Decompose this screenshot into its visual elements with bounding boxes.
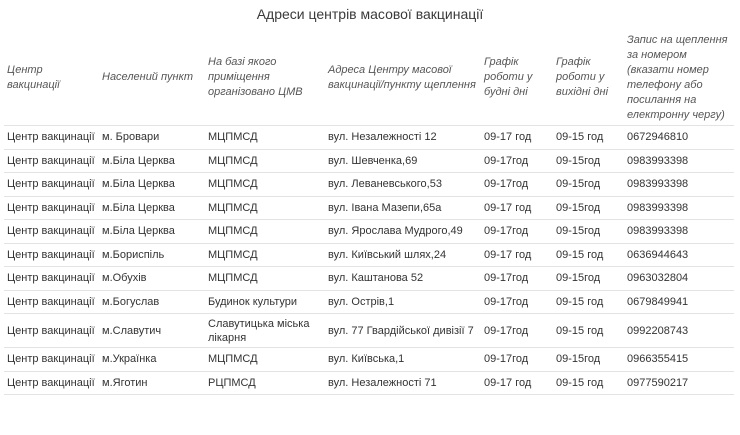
cell-weekend-hours: 09-15 год — [553, 243, 624, 267]
cell-address: вул. Київський шлях,24 — [325, 243, 481, 267]
cell-address: вул. Незалежності 12 — [325, 126, 481, 150]
cell-address: вул. Ярослава Мудрого,49 — [325, 220, 481, 244]
cell-center: Центр вакцинації — [4, 314, 99, 348]
cell-center: Центр вакцинації — [4, 348, 99, 372]
page-title: Адреси центрів масової вакцинації — [256, 6, 484, 22]
cell-center: Центр вакцинації — [4, 173, 99, 197]
cell-center: Центр вакцинації — [4, 126, 99, 150]
table-row — [4, 267, 734, 291]
table-row — [4, 149, 734, 173]
cell-weekday-hours: 09-17 год — [481, 196, 553, 220]
cell-premises: МЦПМСД — [205, 267, 325, 291]
cell-center: Центр вакцинації — [4, 371, 99, 395]
table-row — [4, 371, 734, 395]
cell-weekend-hours: 09-15год — [553, 348, 624, 372]
column-header-center: Центр вакцинації — [7, 63, 60, 91]
cell-locality: м.Українка — [99, 348, 205, 372]
cell-phone: 0983993398 — [624, 220, 734, 244]
cell-weekend-hours: 09-15год — [553, 220, 624, 244]
cell-weekend-hours: 09-15 год — [553, 126, 624, 150]
cell-phone: 0992208743 — [624, 314, 734, 348]
cell-weekday-hours: 09-17год — [481, 314, 553, 348]
table-row — [4, 173, 734, 197]
cell-weekend-hours: 09-15год — [553, 173, 624, 197]
cell-locality: м.Славутич — [99, 314, 205, 348]
cell-phone: 0983993398 — [624, 173, 734, 197]
cell-weekend-hours: 09-15год — [553, 196, 624, 220]
table-row — [4, 196, 734, 220]
vaccination-centers-table — [4, 30, 734, 395]
cell-phone: 0636944643 — [624, 243, 734, 267]
cell-locality: м.Бориспіль — [99, 243, 205, 267]
cell-locality: м.Біла Церква — [99, 220, 205, 244]
table-body — [4, 126, 734, 395]
cell-premises: МЦПМСД — [205, 173, 325, 197]
cell-locality: м.Біла Церква — [99, 149, 205, 173]
table-header-row — [4, 30, 734, 126]
cell-weekend-hours: 09-15 год — [553, 371, 624, 395]
table-row — [4, 220, 734, 244]
cell-locality: м. Бровари — [99, 126, 205, 150]
table-row — [4, 348, 734, 372]
cell-phone: 0679849941 — [624, 290, 734, 314]
cell-address: вул. Леваневського,53 — [325, 173, 481, 197]
cell-premises: МЦПМСД — [205, 348, 325, 372]
cell-weekend-hours: 09-15 год — [553, 314, 624, 348]
cell-center: Центр вакцинації — [4, 149, 99, 173]
column-header-premises: На базі якого приміщення організовано ЦМВ — [208, 56, 303, 98]
cell-premises: МЦПМСД — [205, 196, 325, 220]
cell-phone: 0672946810 — [624, 126, 734, 150]
cell-center: Центр вакцинації — [4, 220, 99, 244]
cell-address: вул. Івана Мазепи,65а — [325, 196, 481, 220]
column-header-weekend-hours: Графік роботи у вихідні дні — [556, 56, 609, 98]
column-header-locality: Населений пункт — [102, 71, 194, 83]
table-row — [4, 126, 734, 150]
cell-weekday-hours: 09-17год — [481, 173, 553, 197]
cell-weekday-hours: 09-17год — [481, 220, 553, 244]
column-header-booking-phone: Запис на щеплення за номером (вказати номер телефону або посилання на електронну чергу) — [627, 33, 728, 121]
cell-premises: МЦПМСД — [205, 220, 325, 244]
cell-phone: 0983993398 — [624, 196, 734, 220]
cell-premises: МЦПМСД — [205, 149, 325, 173]
cell-weekday-hours: 09-17год — [481, 149, 553, 173]
column-header-address: Адреса Центру масової вакцинації/пункту щеплення — [328, 63, 476, 91]
cell-weekend-hours: 09-15год — [553, 149, 624, 173]
table-row — [4, 314, 734, 348]
cell-weekday-hours: 09-17 год — [481, 371, 553, 395]
cell-address: вул. Острів,1 — [325, 290, 481, 314]
cell-weekend-hours: 09-15год — [553, 267, 624, 291]
cell-weekday-hours: 09-17 год — [481, 243, 553, 267]
cell-weekday-hours: 09-17год — [481, 348, 553, 372]
cell-center: Центр вакцинації — [4, 267, 99, 291]
cell-center: Центр вакцинації — [4, 196, 99, 220]
cell-weekday-hours: 09-17год — [481, 267, 553, 291]
cell-center: Центр вакцинації — [4, 243, 99, 267]
cell-locality: м.Богуслав — [99, 290, 205, 314]
cell-phone: 0977590217 — [624, 371, 734, 395]
cell-phone: 0963032804 — [624, 267, 734, 291]
cell-premises: Будинок культури — [205, 290, 325, 314]
cell-address: вул. Шевченка,69 — [325, 149, 481, 173]
cell-locality: м.Біла Церква — [99, 196, 205, 220]
column-header-weekday-hours: Графік роботи у будні дні — [484, 56, 533, 98]
cell-locality: м.Яготин — [99, 371, 205, 395]
cell-locality: м.Обухів — [99, 267, 205, 291]
cell-address: вул. 77 Гвардійської дивізії 7 — [325, 314, 481, 348]
table-row — [4, 243, 734, 267]
table-row — [4, 290, 734, 314]
cell-phone: 0966355415 — [624, 348, 734, 372]
cell-address: вул. Київська,1 — [325, 348, 481, 372]
cell-weekday-hours: 09-17 год — [481, 126, 553, 150]
cell-weekend-hours: 09-15 год — [553, 290, 624, 314]
cell-premises: МЦПМСД — [205, 243, 325, 267]
cell-address: вул. Незалежності 71 — [325, 371, 481, 395]
cell-address: вул. Каштанова 52 — [325, 267, 481, 291]
cell-premises: Славутицька міська лікарня — [205, 314, 325, 348]
cell-center: Центр вакцинації — [4, 290, 99, 314]
cell-premises: МЦПМСД — [205, 126, 325, 150]
cell-weekday-hours: 09-17год — [481, 290, 553, 314]
cell-phone: 0983993398 — [624, 149, 734, 173]
cell-premises: РЦПМСД — [205, 371, 325, 395]
cell-locality: м.Біла Церква — [99, 173, 205, 197]
